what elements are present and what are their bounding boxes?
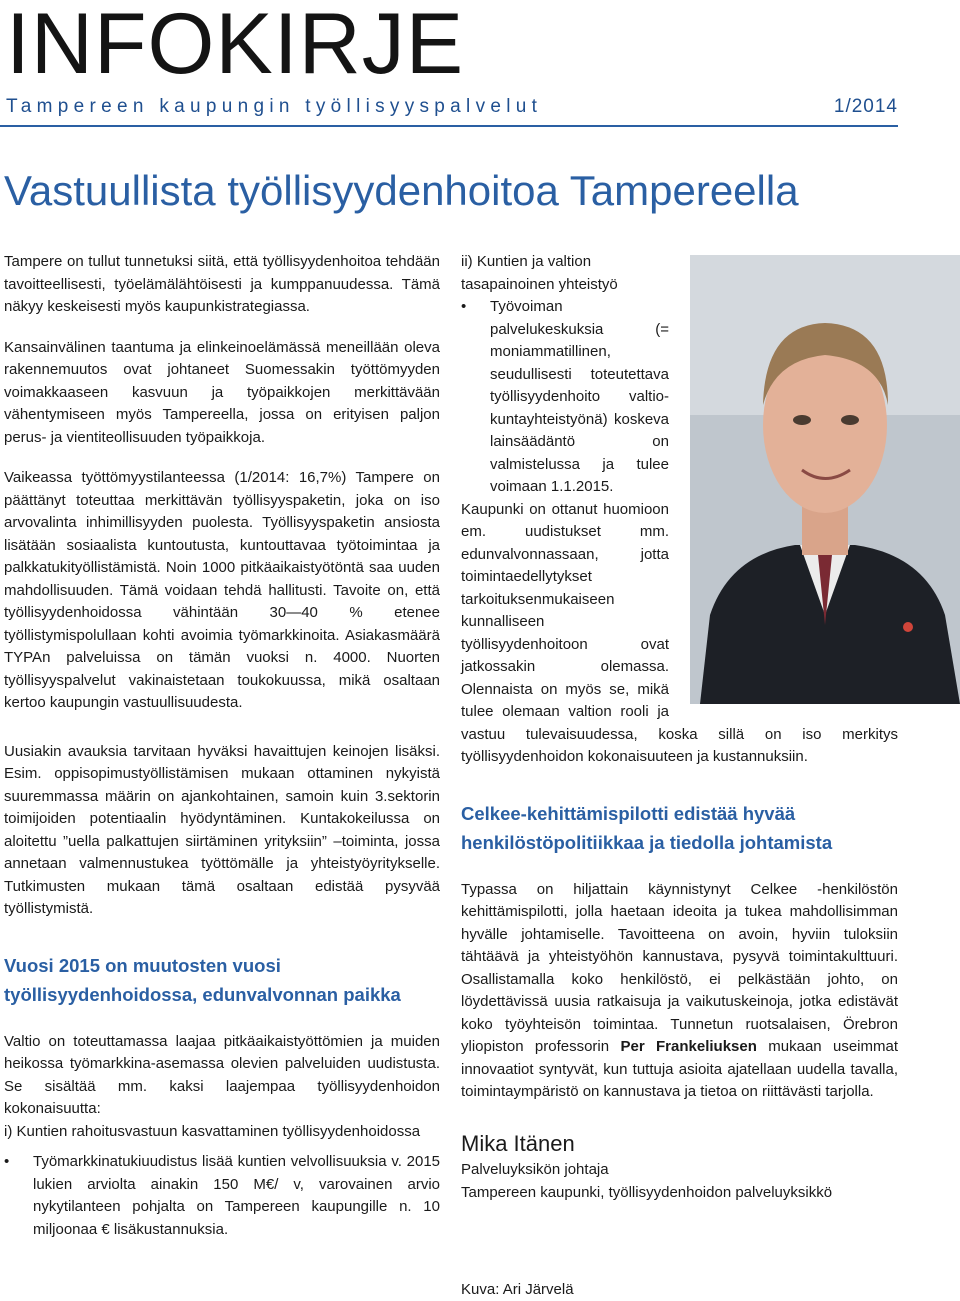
celkee-text-a: Typassa on hiljattain käynnistynyt Celkee -henkilöstön kehittämispilotti, jolla haetaan ideoita ja tukea mahdollisimman hyvälle johtamiselle. Tavoitteena on avoin, hyviin tuloksiin tähtäävä ja yhteistyöhön kannustava, pysyvä toimintakulttuuri. Osallistamalla koko henkilöstö, ei pelkästään johto, on löydettävissä uusia ratkaisuja ja vaikutuskeinoja, jotka edistävät koko työyhteisön toimintaa. Tunnetun ruotsalaisen, Örebron yliopiston professorin xyxy=(461,880,898,1055)
article-headline: Vastuullista työllisyydenhoitoa Tampereella xyxy=(4,167,799,214)
paragraph-new-openings: Uusiakin avauksia tarvitaan hyväksi havaittujen keinojen lisäksi. Esim. oppisopimustyöllistämisen mukaan ottaminen nykyistä suuremmassa määrin on ajankohtainen, samoin kuin 3.sektorin toimijoiden potentiaalin hyödyntäminen. Kuntakokeilussa on aloitettu ”uella palkattujen siirtäminen yrityksiin” –toiminta, jossa annetaan valmennustukea työttömälle ja yhteistyöyritykselle. Tutkimusten mukaan tämä osaltaan edistää pysyvää työllistymistä. xyxy=(4,742,440,917)
section-heading-2015: Vuosi 2015 on muutosten vuosi työllisyydenhoidossa, edunvalvonnan paikka xyxy=(4,954,401,1005)
paragraph-city-advocacy: Kaupunki on ottanut huomioon em. uudistukset mm. edunvalvonnassaan, jotta toimintaedellytykset tarkoituksenmukaiseen kunnalliseen työllisyydenhoitoon ovat jatkossakin olemassa. Olennaista on myös se, mikä tulee olemaan valtion rooli ja vastuu tulevaisuudessa, koska sillä on iso merkitys työllisyydenhoidon kokonaisuuteen ja kustannuksiin. xyxy=(461,500,898,765)
bullet-labour-market-subsidy: • Työmarkkinatukiuudistus lisää kuntien velvollisuuksia v. 2015 lukien arviolta ainakin 150 M€/ v, varovainen arvio nykytilanteen pohjalta on Tampereen kaupungille n. 10 miljoonaa € lisäkustannuksia. xyxy=(4,1151,440,1241)
intro-paragraph: Tampere on tullut tunnetuksi siitä, että työllisyydenhoitoa tehdään tavoitteellisesti, työelämälähtöisesti ja kumppanuudessa. Tämä näkyy keskeisesti myös kaupunkistrategiassa. xyxy=(4,253,440,315)
professor-name: Per Frankeliuksen xyxy=(620,1038,757,1055)
paragraph-employment-package: Vaikeassa työttömyystilanteessa (1/2014: 16,7%) Tampere on päättänyt toteuttaa merkittävän työllisyyspaketin, joka on iso arvovalinta inhimillisyyden puolesta. Työllisyyspaketin ansiosta lisätään sosiaalista kuntoutusta, kuntouttavaa työtoimintaa ja palkkatukityöllistämistä. Noin 1000 pitkäaikaistyötöntä saa uuden mahdollisuuden. Tämä voidaan tehdä hallitusti. Tavoite on, että työllisyydenhoidossa vähintään 30—40 % etenee työllistymispolullaan kohti avoimia työmarkkinoita. Asiakasmäärä TYPAn palveluissa on tämän vuoksi n. 4000. Nuorten työllisyyspalvelut vakinaistetaan toukokuussa, mikä osaltaan kertoo kaupungin vastuullisuudesta. xyxy=(4,469,440,711)
left-column xyxy=(4,251,440,1241)
paragraph-celkee xyxy=(461,879,898,1104)
list-item-funding: i) Kuntien rahoitusvastuun kasvattaminen työllisyydenhoidossa xyxy=(4,1122,421,1140)
signature-organization: Tampereen kaupunki, työllisyydenhoidon palveluyksikkö xyxy=(461,1183,833,1201)
masthead-subtitle: Tampereen kaupungin työllisyyspalvelut xyxy=(6,96,543,117)
issue-number: 1/2014 xyxy=(833,96,898,117)
celkee-text-b: mukaan useimmat innovaatiot syntyvät, kun tuttuja asioita ajatellaan uudella tavalla, toimintaympäristö on kannustava ja tietoa on riittävästi tarjolla. xyxy=(461,1038,899,1100)
right-column xyxy=(461,251,898,1204)
paragraph-state-reform: Valtio on toteuttamassa laajaa pitkäaikaistyöttömien ja muiden heikossa työmarkkina-asemassa olevien palveluiden uudistusta. Se sisältää mm. kaksi laajempaa työllisyydenhoidon kokonaisuutta: xyxy=(4,1032,440,1117)
header-divider xyxy=(0,125,898,127)
bullet-service-centres: • Työvoiman palvelukeskuksia (= moniammatillinen, seudullisesti toteutettava työllisyydenhoito valtio-kuntayhteistyönä) koskeva lainsäädäntö on valmistelussa ja tulee voimaan 1.1.2015. xyxy=(461,296,898,499)
masthead-title: INFOKIRJE xyxy=(6,0,465,92)
signature-title: Palveluyksikön johtaja xyxy=(461,1160,609,1178)
paragraph-recession: Kansainvälinen taantuma ja elinkeinoelämässä meneillään oleva rakennemuutos ovat johtaneet Suomessakin työttömyyden voimakkaaseen kasvuun ja työpaikkojen merkittävään vähentymiseen myös Tampereella, jossa on erityisen paljon perus- ja vientiteollisuuden työpaikkoja. xyxy=(4,338,440,446)
list-item-cooperation: ii) Kuntien ja valtion tasapainoinen yhteistyö xyxy=(461,253,618,293)
section-heading-celkee: Celkee-kehittämispilotti edistää hyvää henkilöstöpolitiikkaa ja tiedolla johtamista xyxy=(461,802,833,853)
signature-name: Mika Itänen xyxy=(461,1130,575,1156)
photo-caption: Kuva: Ari Järvelä xyxy=(461,1281,574,1298)
